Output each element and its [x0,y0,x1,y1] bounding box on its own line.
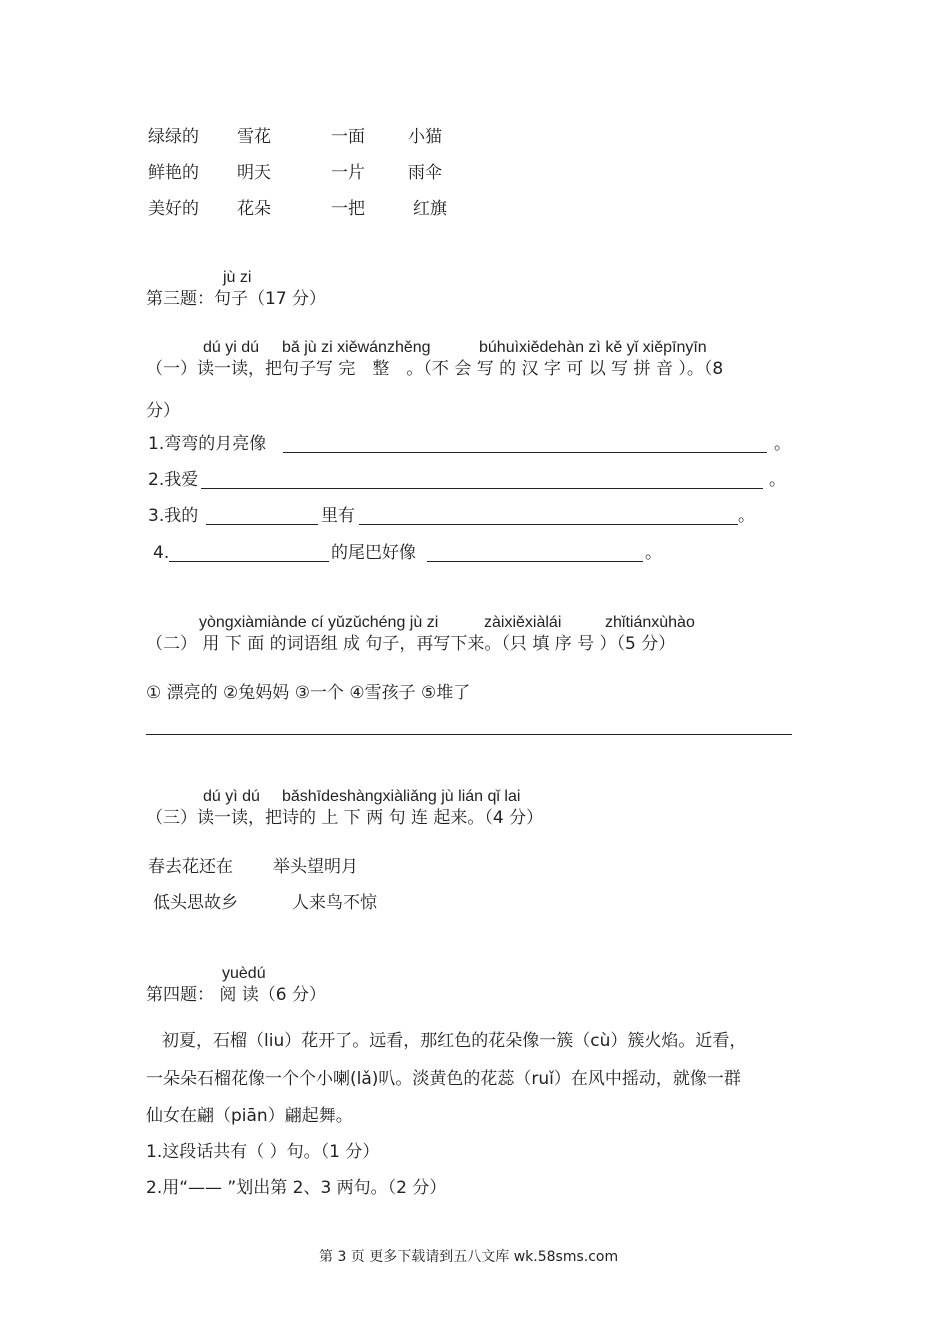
part3-instruction: （三）读一读，把诗的 上 下 两 句 连 起来。（4 分） [146,808,544,828]
sentence-4-middle: 的尾巴好像 [331,543,416,563]
sentence-3-suffix: 。 [738,506,755,526]
match-noun-1: 雪花 [237,127,271,147]
question-1: 1.这段话共有（ ）句。（1 分） [146,1142,380,1162]
match-adjective-3: 美好的 [148,199,199,219]
poem-right-2[interactable]: 人来鸟不惊 [292,893,377,913]
sentence-1-suffix: 。 [774,434,791,454]
sentence-4-blank-a[interactable] [169,561,329,562]
reading-line-3: 仙女在翩（piān）翩起舞。 [146,1106,353,1126]
poem-left-1[interactable]: 春去花还在 [148,857,233,877]
page-footer: 第 3 页 更多下载请到五八文库 wk.58sms.com [319,1249,619,1265]
sentence-1-blank[interactable] [283,452,767,453]
reading-line-1: 初夏，石榴（liu）花开了。远看，那红色的花朵像一簇（cù）簇火焰。近看， [162,1031,747,1051]
match-object-1: 小猫 [408,127,442,147]
part2-answer-line[interactable] [146,734,792,735]
part2-pinyin-number: zhǐtiánxùhào [605,614,695,631]
part2-pinyin-use: yòngxiàmiànde cí yǔzǔchéng jù zi [199,614,439,631]
sentence-1-prefix: 1.弯弯的月亮像 [148,434,267,454]
match-object-2: 雨伞 [408,163,442,183]
part2-word-options: ① 漂亮的 ②兔妈妈 ③一个 ④雪孩子 ⑤堆了 [146,683,471,703]
match-object-3: 红旗 [413,199,447,219]
part1-pinyin-read: dú yi dú [203,339,260,356]
sentence-4-suffix: 。 [645,543,662,563]
sentence-3-blank-b[interactable] [359,524,738,525]
match-noun-2: 明天 [237,163,271,183]
part1-pinyin-complete: bǎ jù zi xiěwánzhěng [282,339,431,356]
sentence-2-blank[interactable] [201,488,763,489]
part1-pinyin-hint: búhuìxiědehàn zì kě yǐ xiěpīnyīn [479,339,707,356]
part1-instruction: （一）读一读，把句子写 完 整 。（不 会 写 的 汉 字 可 以 写 拼 音 ）。（8 [146,359,724,379]
sentence-2-suffix: 。 [769,470,786,490]
match-measure-3: 一把 [331,199,365,219]
reading-line-2: 一朵朵石榴花像一个个小喇(lǎ)叭。淡黄色的花蕊（ruǐ）在风中摇动，就像一群 [146,1069,741,1089]
sentence-2-prefix: 2.我爱 [148,470,199,490]
section3-title-pinyin: jù zi [223,269,252,286]
match-adjective-2: 鲜艳的 [148,163,199,183]
sentence-4-prefix: 4. [153,543,170,563]
match-adjective-1: 绿绿的 [148,127,199,147]
section4-title: 第四题： 阅 读（6 分） [146,985,327,1005]
section4-title-pinyin: yuèdú [222,965,266,982]
sentence-3-blank-a[interactable] [206,524,318,525]
match-measure-2: 一片 [331,163,365,183]
part3-pinyin-connect: bǎshīdeshàngxiàliǎng jù lián qǐ lai [282,788,521,805]
section3-title: 第三题：句子（17 分） [146,289,327,309]
sentence-4-blank-b[interactable] [427,561,643,562]
match-measure-1: 一面 [331,127,365,147]
part2-pinyin-write: zàixiěxiàlái [484,614,562,631]
part3-pinyin-read: dú yì dú [203,788,260,805]
question-2: 2.用“—— ”划出第 2、3 两句。（2 分） [146,1178,447,1198]
sentence-3-middle: 里有 [321,506,355,526]
part1-instruction-score: 分） [146,401,180,421]
poem-left-2[interactable]: 低头思故乡 [153,893,238,913]
part2-instruction: （二） 用 下 面 的词语组 成 句子，再写下来。（只 填 序 号 ）（5 分） [146,634,676,654]
sentence-3-prefix: 3.我的 [148,506,199,526]
poem-right-1[interactable]: 举头望明月 [273,857,358,877]
match-noun-3: 花朵 [237,199,271,219]
